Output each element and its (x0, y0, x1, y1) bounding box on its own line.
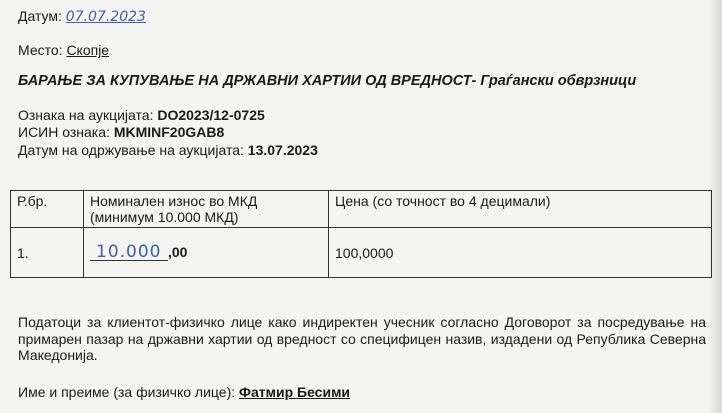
auction-date-label: Датум на одржување на аукцијата: (18, 142, 244, 158)
table-header-row (11, 191, 712, 228)
header-amount-line1: Номинален износ во МКД (90, 193, 258, 209)
header-amount-line2: (минимум 10.000 МКД) (90, 209, 239, 225)
place-line (18, 42, 109, 58)
header-amount (84, 191, 329, 228)
person-line (18, 384, 350, 400)
date-line (18, 8, 146, 25)
date-value: 07.07.2023 (65, 9, 146, 25)
row-no: 1. (11, 228, 84, 278)
person-label: Име и преиме (за физичко лице): (18, 384, 236, 400)
auction-code-line (18, 107, 265, 123)
table-row (11, 228, 712, 278)
page-edge-shadow (708, 0, 722, 413)
header-price: Цена (со точност во 4 децимали) (329, 191, 712, 228)
client-info-paragraph: Податоци за клиентот-физичко лице како индиректен учесник согласно Договорот за посредување на примарен пазар на државни хартии од вредност со специфицен назив, издадени од Република Северна Македонија. (18, 314, 706, 363)
row-amount-handwritten: 10.000 (90, 244, 168, 261)
row-amount (84, 228, 329, 278)
auction-code-label: Ознака на аукцијата: (18, 107, 154, 123)
bid-table (10, 190, 712, 278)
auction-date-value: 13.07.2023 (247, 142, 318, 158)
document-title: БАРАЊЕ ЗА КУПУВАЊЕ НА ДРЖАВНИ ХАРТИИ ОД ВРЕДНОСТ- Граѓански обврзници (18, 73, 637, 89)
isin-line (18, 124, 224, 140)
auction-code-value: DO2023/12-0725 (157, 107, 265, 123)
isin-label: ИСИН ознака: (18, 124, 110, 140)
place-value: Скопје (66, 42, 110, 58)
header-no: Р.бр. (11, 191, 84, 228)
isin-value: MKMINF20GAB8 (113, 124, 225, 140)
date-label: Датум: (18, 8, 62, 24)
person-value: Фатмир Бесими (239, 384, 351, 400)
row-price: 100,0000 (329, 228, 712, 278)
auction-date-line (18, 142, 318, 158)
place-label: Место: (18, 42, 63, 58)
row-amount-decimals: ,00 (168, 244, 188, 260)
